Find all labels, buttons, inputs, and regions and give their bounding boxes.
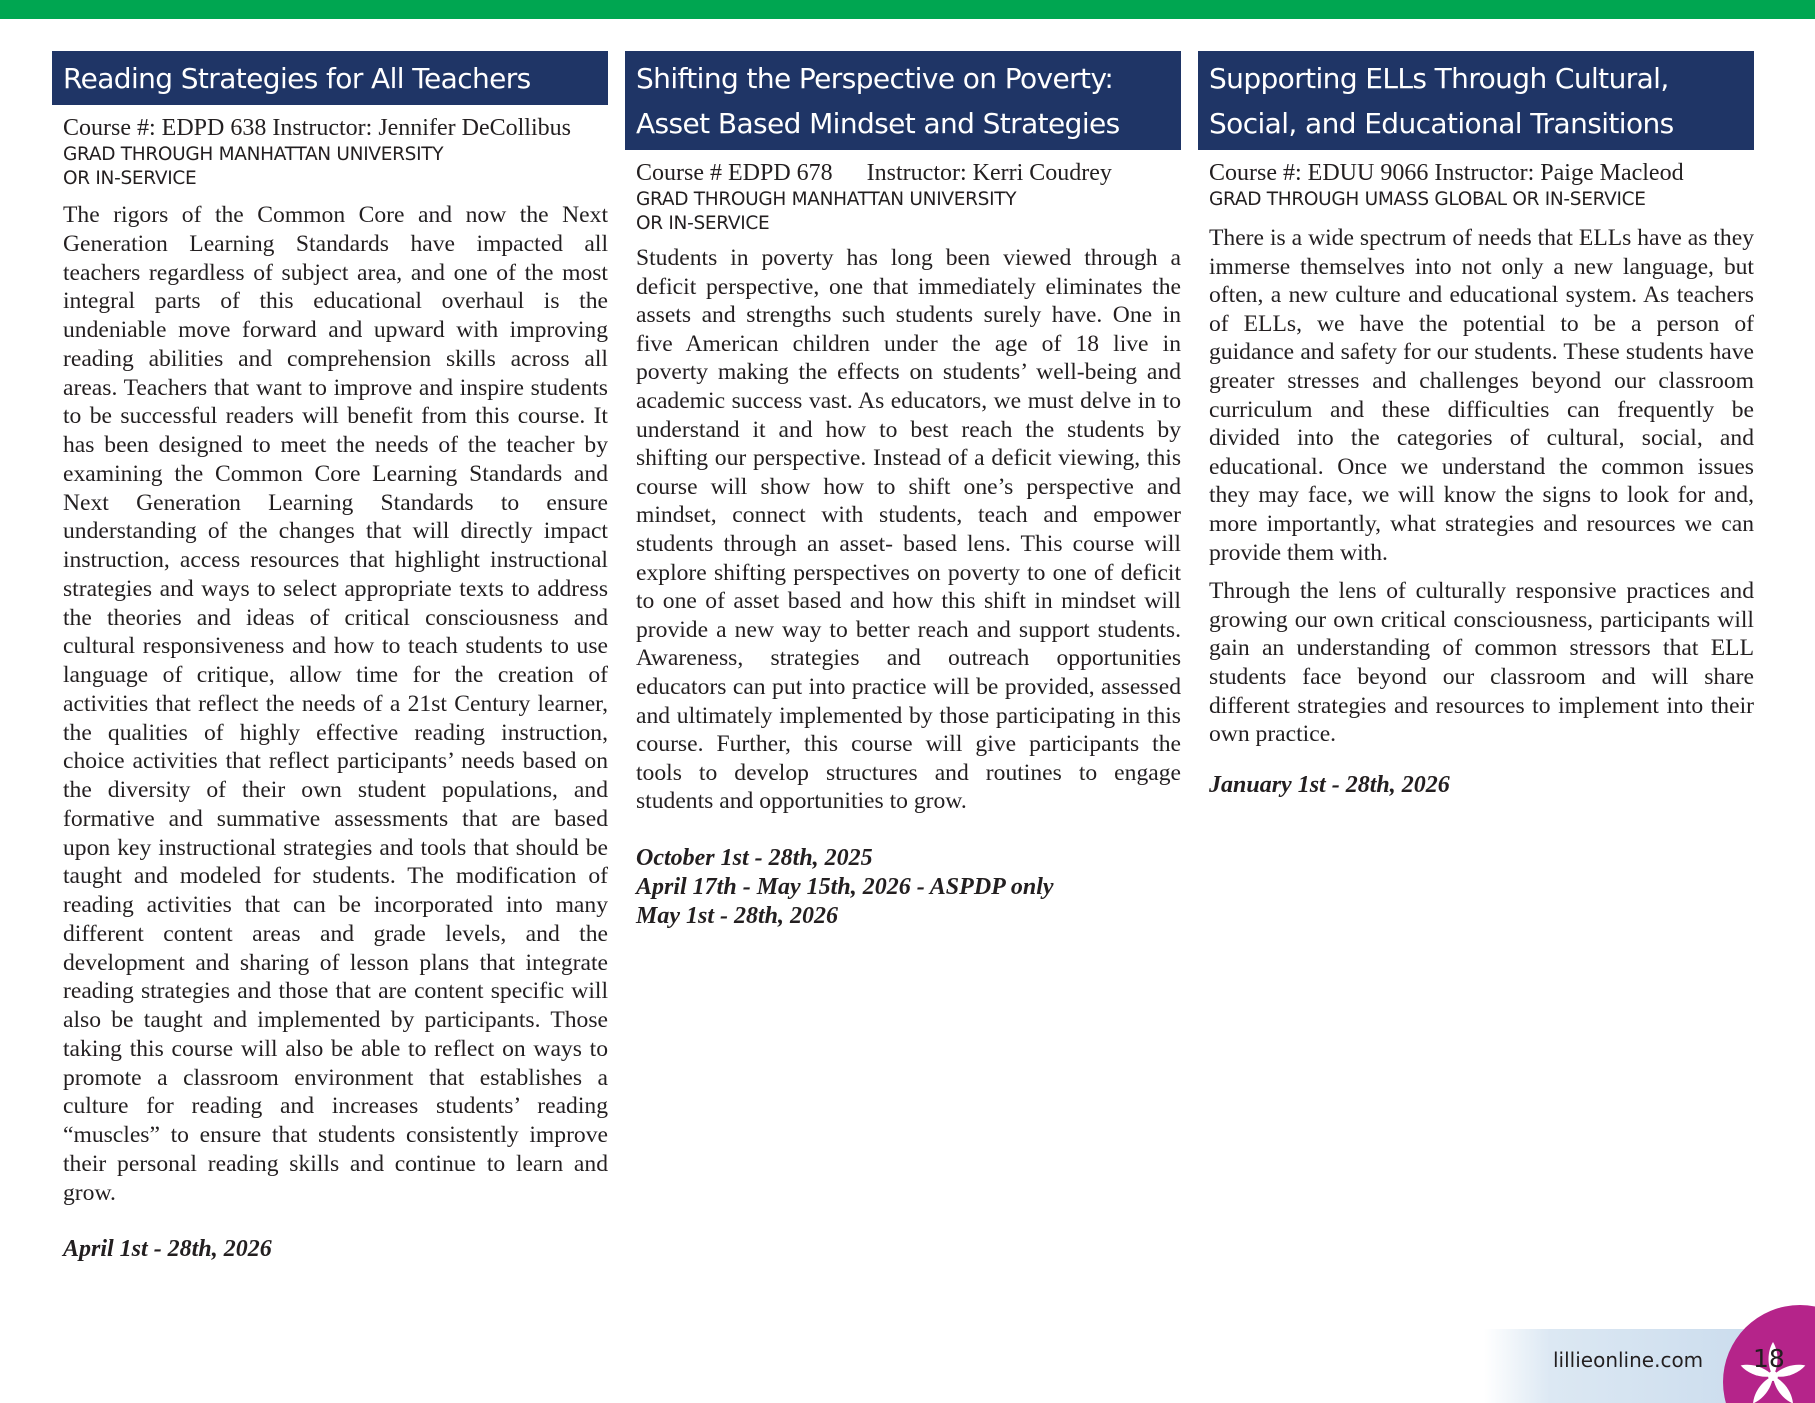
course-affiliation (1209, 188, 1754, 212)
description-paragraph: Students in poverty has long been viewed through a deficit perspective, one that immediately eliminates the assets and strengths such students surely have. One in five American children under the age of 18 live in poverty making the effects on students’ well-being and academic success vast. As educators, we must delve in to understand it and how to best reach the students by shifting our perspective. Instead of a deficit viewing, this course will show how to shift one’s perspective and mindset, connect with students, teach and empower students through an asset- based lens. This course will explore shifting perspectives on poverty to one of deficit to one of asset based and how this shift in mindset will provide a new way to better reach and support students. Awareness, strategies and outreach opportunities educators can put into practice will be provided, assessed and ultimately implemented by those participating in this course. Further, this course will give participants the tools to develop structures and routines to engage students and opportunities to grow. (636, 245, 1181, 815)
course-affiliation (636, 188, 1181, 236)
course-instructor: Instructor: Kerri Coudrey (866, 160, 1112, 186)
course-info (636, 158, 1181, 188)
course-dates (52, 1235, 608, 1264)
course-date: October 1st - 28th, 2025 (636, 844, 873, 871)
course-title-line: Asset Based Mindset and Strategies (636, 107, 1120, 140)
course-date: January 1st - 28th, 2026 (1209, 771, 1450, 798)
course-number: Course #: EDPD 638 (63, 115, 267, 141)
affiliation-line: OR IN-SERVICE (63, 168, 197, 189)
course-card-poverty-perspective (625, 51, 1181, 931)
course-dates (1198, 771, 1754, 800)
course-date: May 1st - 28th, 2026 (636, 902, 839, 929)
course-date: April 1st - 28th, 2026 (63, 1236, 272, 1263)
affiliation-line: GRAD THROUGH MANHATTAN UNIVERSITY (636, 189, 1017, 210)
affiliation-line: GRAD THROUGH UMASS GLOBAL OR IN-SERVICE (1209, 189, 1646, 210)
course-number: Course # EDPD 678 (636, 160, 833, 186)
course-date: April 17th - May 15th, 2026 - ASPDP only (636, 873, 1054, 900)
description-paragraph: Through the lens of culturally responsive practices and growing our own critical consciousness, participants will gain an understanding of common stressors that ELL students face beyond our classroom and will share different strategies and resources to implement into their own practice. (1209, 578, 1754, 748)
course-title-line: Social, and Educational Transitions (1209, 107, 1674, 140)
page-number: 18 (1753, 1344, 1785, 1373)
course-title-banner (1198, 51, 1754, 150)
course-title-banner (52, 51, 608, 105)
course-title-line: Shifting the Perspective on Poverty: (636, 62, 1114, 95)
course-dates (625, 844, 1181, 931)
course-info (1209, 158, 1754, 188)
course-instructor: Instructor: Paige Macleod (1434, 160, 1684, 186)
course-description (52, 201, 608, 1207)
top-accent-band (0, 0, 1815, 19)
course-instructor: Instructor: Jennifer DeCollibus (272, 115, 571, 141)
course-title-line: Supporting ELLs Through Cultural, (1209, 62, 1669, 95)
affiliation-line: GRAD THROUGH MANHATTAN UNIVERSITY (63, 144, 444, 165)
course-title: Reading Strategies for All Teachers (63, 62, 531, 95)
course-card-reading-strategies (52, 51, 608, 1264)
course-affiliation (63, 143, 608, 191)
description-paragraph: There is a wide spectrum of needs that ELLs have as they immerse themselves into not only a new language, but often, a new culture and educational system. As teachers of ELLs, we have the potential to be a person of guidance and safety for our students. These students have greater stresses and challenges beyond our classroom curriculum and these difficulties can frequently be divided into the categories of cultural, social, and educational. Once we understand the common issues they may face, we will know the signs to look for and, more importantly, what strategies and resources we can provide them with. (1209, 225, 1754, 566)
course-number: Course #: EDUU 9066 (1209, 160, 1429, 186)
course-info (63, 113, 608, 143)
course-title-banner (625, 51, 1181, 150)
affiliation-line: OR IN-SERVICE (636, 213, 770, 234)
description-paragraph: The rigors of the Common Core and now the Next Generation Learning Standards have impacted all teachers regardless of subject area, and one of the most integral parts of this educational overhaul is the undeniable move forward and upward with improving reading abilities and comprehension skills across all areas. Teachers that want to improve and inspire students to be successful readers will benefit from this course. It has been designed to meet the needs of the teacher by examining the Common Core Learning Standards and Next Generation Learning Standards to ensure understanding of the changes that will directly impact instruction, access resources that highlight instructional strategies and ways to select appropriate texts to address the theories and ideas of critical consciousness and cultural responsiveness and how to teach students to use language of critique, allow time for the creation of activities that reflect the needs of a 21st Century learner, the qualities of highly effective reading instruction, choice activities that reflect participants’ needs based on the diversity of their own student populations, and formative and summative assessments that are based upon key instructional strategies and tools that should be taught and modeled for students. The modification of reading activities that can be incorporated into many different content areas and grade levels, and the development and sharing of lesson plans that integrate reading strategies and those that are content specific will also be taught and implemented by participants. Those taking this course will also be able to reflect on ways to promote a classroom environment that establishes a culture for reading and increases students’ reading “muscles” to ensure that students consistently improve their personal reading skills and continue to learn and grow. (63, 202, 608, 1206)
course-card-supporting-ells (1198, 51, 1754, 800)
course-description (1198, 224, 1754, 749)
footer-website-link[interactable]: lillieonline.com (1553, 1348, 1704, 1372)
course-description (625, 244, 1181, 816)
